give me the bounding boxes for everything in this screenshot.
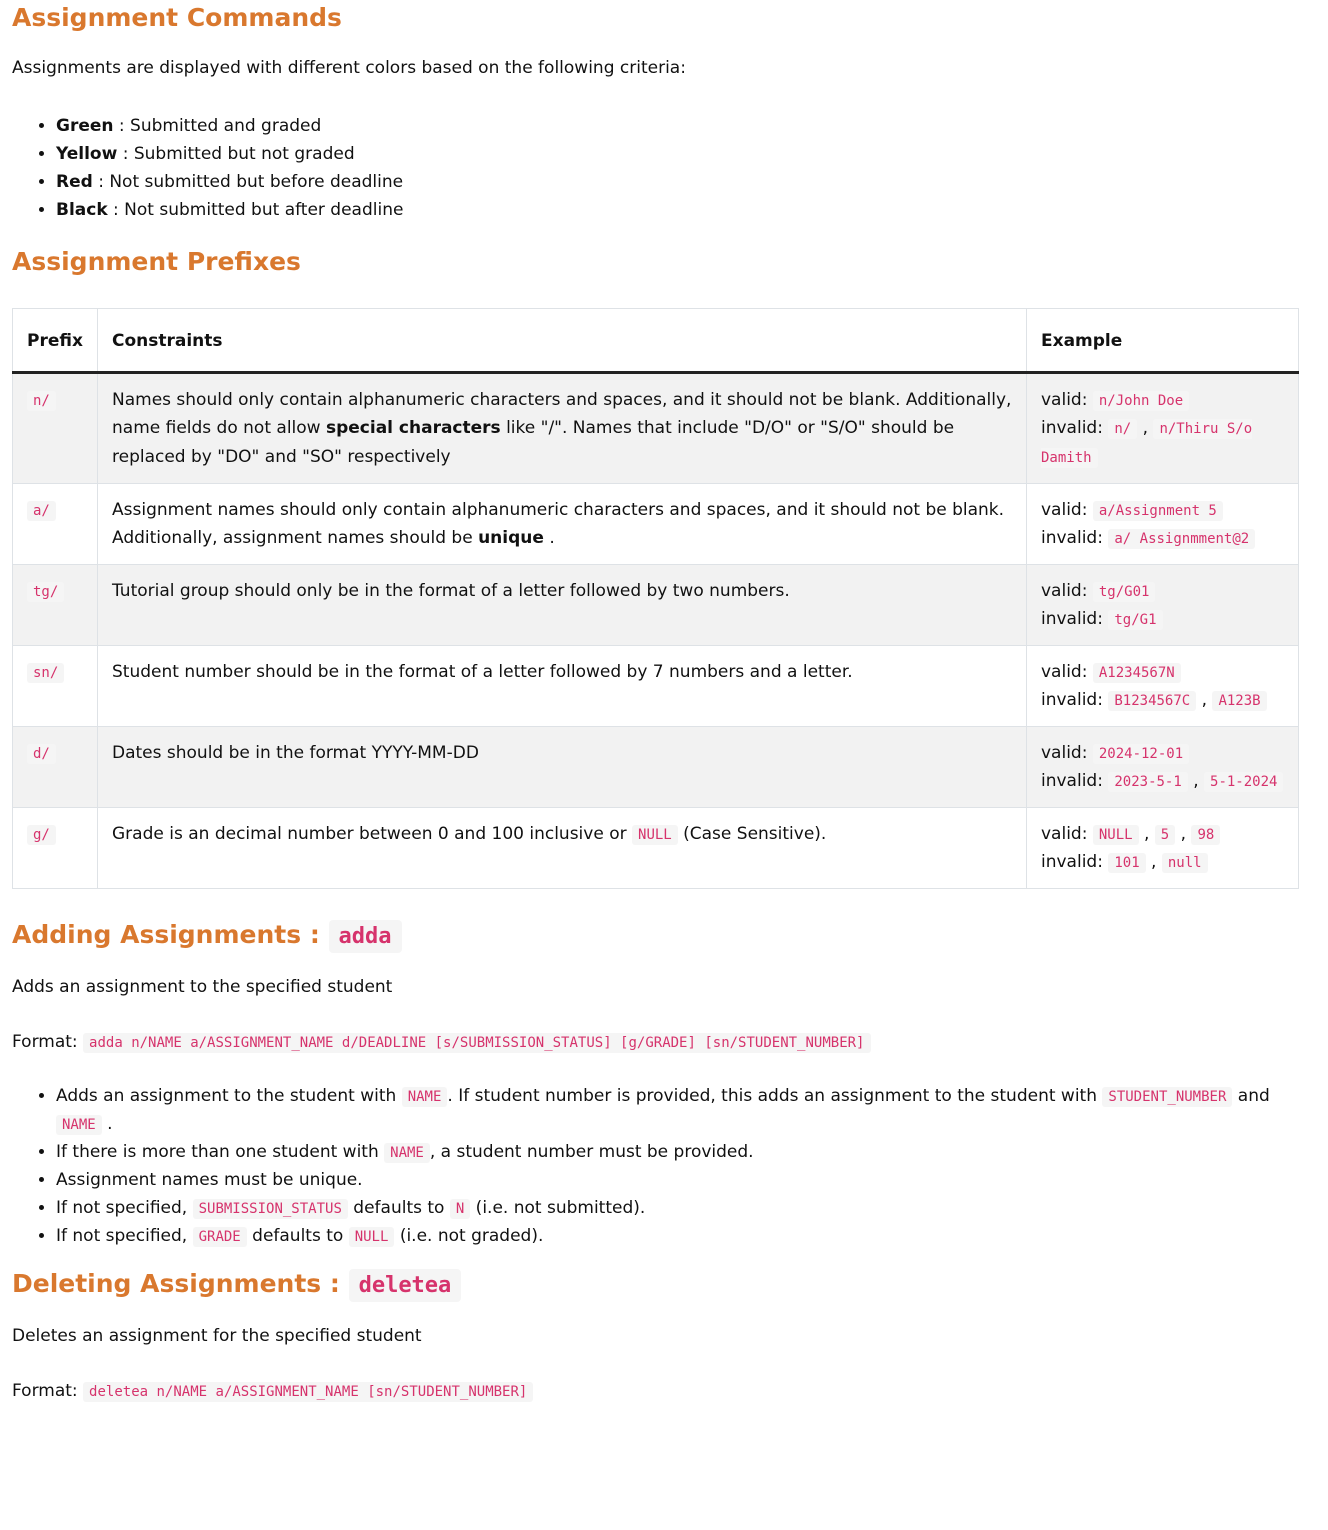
document — [0, 2, 1328, 1405]
text: valid: — [1041, 742, 1093, 763]
text: invalid: — [1041, 770, 1109, 791]
inline-code: 2024-12-01 — [1093, 744, 1189, 764]
inline-code: null — [1162, 853, 1208, 873]
inline-code: n/John Doe — [1093, 391, 1189, 411]
heading-assignment-commands: Assignment Commands — [12, 3, 342, 32]
constraints-cell — [98, 645, 1027, 726]
table-row — [13, 807, 1299, 888]
table-row — [13, 726, 1299, 807]
table-row — [13, 373, 1299, 483]
deletea-format — [12, 1378, 1298, 1405]
inline-code: A123B — [1212, 691, 1266, 711]
table-row — [13, 483, 1299, 564]
format-code: deletea n/NAME a/ASSIGNMENT_NAME [sn/STUDENT_NUMBER] — [83, 1382, 533, 1402]
inline-code: NAME — [56, 1115, 102, 1135]
inline-code: B1234567C — [1108, 691, 1196, 711]
inline-code: 98 — [1191, 825, 1220, 845]
text: valid: — [1041, 390, 1093, 411]
adda-note-item — [56, 1222, 1298, 1250]
inline-code: 2023-5-1 — [1108, 772, 1187, 792]
inline-code: A1234567N — [1093, 663, 1181, 683]
example-cell — [1027, 564, 1299, 645]
constraints-cell — [98, 564, 1027, 645]
text: If there is more than one student with — [56, 1142, 385, 1163]
deletea-description: Deletes an assignment for the specified student — [12, 1325, 422, 1346]
adda-note-item — [56, 1138, 1298, 1166]
text: , — [1175, 823, 1192, 844]
prefix-cell — [13, 807, 98, 888]
text: , — [1137, 418, 1154, 439]
text: defaults to — [246, 1226, 349, 1247]
color-criteria-list — [12, 112, 1298, 224]
text: valid: — [1041, 823, 1093, 844]
text: Dates should be in the format YYYY-MM-DD — [112, 742, 479, 763]
text: , — [1187, 770, 1205, 791]
inline-code: NAME — [402, 1087, 448, 1107]
text: (i.e. not submitted). — [470, 1198, 646, 1219]
text: invalid: — [1041, 418, 1109, 439]
text: valid: — [1041, 661, 1093, 682]
inline-code: SUBMISSION_STATUS — [193, 1199, 348, 1219]
text: Student number should be in the format of a letter followed by 7 numbers and a letter. — [112, 661, 853, 682]
text: Tutorial group should only be in the format of a letter followed by two numbers. — [112, 580, 790, 601]
inline-code: GRADE — [193, 1227, 247, 1247]
inline-code: 5-1-2024 — [1204, 772, 1283, 792]
inline-code: STUDENT_NUMBER — [1102, 1087, 1232, 1107]
text: , a student number must be provided. — [429, 1142, 754, 1163]
text: Assignment names should only contain alphanumeric characters and spaces, and it should not be blank. Additionally, assignment names should be — [112, 499, 1005, 548]
intro-text: Assignments are displayed with different colors based on the following criteria: — [12, 57, 686, 78]
adda-notes-list — [12, 1082, 1298, 1250]
text: valid: — [1041, 580, 1093, 601]
inline-code: a/ Assignmment@2 — [1108, 529, 1255, 549]
command-code: adda — [329, 920, 402, 953]
inline-code: tg/G1 — [1108, 610, 1162, 630]
prefix-code: sn/ — [27, 663, 64, 683]
inline-code: NULL — [1093, 825, 1139, 845]
example-cell — [1027, 726, 1299, 807]
example-cell — [1027, 645, 1299, 726]
color-meaning: : Not submitted but after deadline — [107, 199, 404, 220]
adda-note-item — [56, 1082, 1298, 1138]
text: If not specified, — [56, 1198, 193, 1219]
heading-deleting-assignments — [12, 1268, 1298, 1301]
format-code: adda n/NAME a/ASSIGNMENT_NAME d/DEADLINE [s/SUBMISSION_STATUS] [g/GRADE] [sn/STUDENT_NUMBER] — [83, 1033, 870, 1053]
prefix-cell — [13, 726, 98, 807]
inline-code: 101 — [1108, 853, 1145, 873]
header-constraints: Constraints — [98, 309, 1027, 373]
color-criteria-item — [56, 196, 1298, 224]
text: If not specified, — [56, 1226, 193, 1247]
constraints-cell — [98, 373, 1027, 483]
format-label: Format: — [12, 1381, 78, 1402]
inline-code: NULL — [632, 825, 678, 845]
header-prefix: Prefix — [13, 309, 98, 373]
command-code: deletea — [349, 1269, 462, 1302]
prefix-cell — [13, 645, 98, 726]
text: invalid: — [1041, 689, 1109, 710]
color-name: Black — [56, 199, 108, 220]
inline-code: NULL — [349, 1227, 395, 1247]
header-example: Example — [1027, 309, 1299, 373]
constraints-cell — [98, 483, 1027, 564]
inline-code: tg/G01 — [1093, 582, 1156, 602]
inline-code: N — [450, 1199, 470, 1219]
prefix-cell — [13, 373, 98, 483]
text: valid: — [1041, 499, 1093, 520]
inline-code: NAME — [384, 1143, 430, 1163]
format-label: Format: — [12, 1031, 78, 1052]
color-name: Yellow — [56, 143, 118, 164]
text: (Case Sensitive). — [677, 823, 827, 844]
text: , — [1138, 823, 1155, 844]
heading-text: Adding Assignments : — [12, 920, 320, 950]
adda-note-item — [56, 1194, 1298, 1222]
heading-assignment-prefixes: Assignment Prefixes — [12, 246, 301, 276]
inline-code: 5 — [1155, 825, 1175, 845]
text: invalid: — [1041, 527, 1109, 548]
constraints-cell — [98, 726, 1027, 807]
prefix-code: n/ — [27, 391, 56, 411]
inline-code: a/Assignment 5 — [1093, 501, 1223, 521]
color-meaning: : Submitted but not graded — [117, 143, 355, 164]
color-criteria-item — [56, 140, 1298, 168]
prefix-code: d/ — [27, 744, 56, 764]
text: (i.e. not graded). — [394, 1226, 544, 1247]
prefix-code: tg/ — [27, 582, 64, 602]
text: Names should only contain alphanumeric characters and spaces, and it should not be blank. Additionally, name fields do not allow — [112, 390, 1012, 439]
adda-format — [12, 1029, 1298, 1056]
constraints-cell — [98, 807, 1027, 888]
text: invalid: — [1041, 851, 1109, 872]
prefix-cell — [13, 564, 98, 645]
text: defaults to — [347, 1198, 450, 1219]
text: Assignment names must be unique. — [56, 1170, 363, 1191]
inline-code: n/Thiru S/o Damith — [1041, 421, 1253, 466]
color-name: Red — [56, 171, 93, 192]
text: . — [543, 527, 555, 548]
heading-text: Deleting Assignments : — [12, 1269, 340, 1299]
text: Grade is an decimal number between 0 and 100 inclusive or — [112, 823, 633, 844]
color-meaning: : Submitted and graded — [113, 115, 322, 136]
example-cell — [1027, 807, 1299, 888]
text: invalid: — [1041, 608, 1109, 629]
adda-description: Adds an assignment to the specified student — [12, 976, 393, 997]
text: , — [1145, 851, 1162, 872]
bold-text: special characters — [325, 418, 501, 439]
text: and — [1232, 1086, 1270, 1106]
color-name: Green — [56, 115, 114, 136]
heading-adding-assignments — [12, 919, 1298, 952]
text: Adds an assignment to the student with — [56, 1086, 402, 1106]
example-cell — [1027, 373, 1299, 483]
example-cell — [1027, 483, 1299, 564]
prefix-code: g/ — [27, 825, 56, 845]
color-meaning: : Not submitted but before deadline — [92, 171, 404, 192]
inline-code: n/ — [1108, 419, 1137, 439]
text: like "/". Names that include "D/O" or "S/O" should be replaced by "DO" and "SO" respectively — [112, 418, 955, 467]
bold-text: unique — [478, 527, 544, 548]
color-criteria-item — [56, 112, 1298, 140]
text: , — [1196, 689, 1213, 710]
table-row — [13, 564, 1299, 645]
text: . — [101, 1114, 113, 1135]
color-criteria-item — [56, 168, 1298, 196]
table-row — [13, 645, 1299, 726]
adda-note-item — [56, 1166, 1298, 1194]
prefix-code: a/ — [27, 501, 56, 521]
prefix-table — [12, 308, 1299, 889]
prefix-cell — [13, 483, 98, 564]
text: . If student number is provided, this adds an assignment to the student with — [447, 1086, 1103, 1106]
